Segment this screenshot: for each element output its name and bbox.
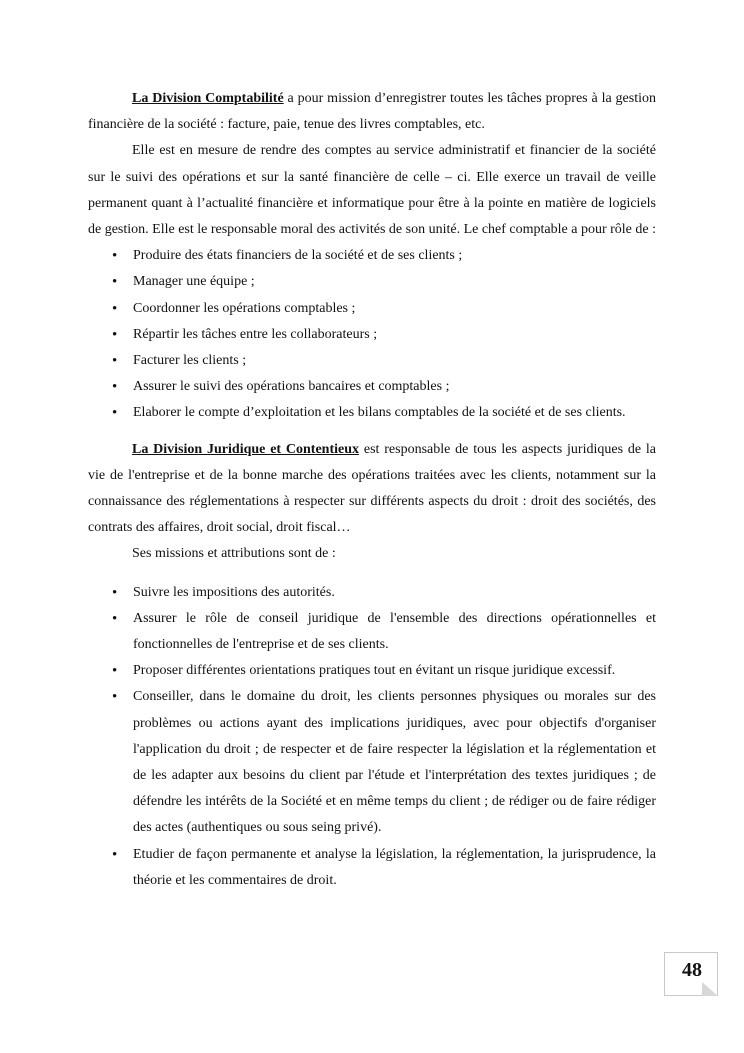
juridique-missions-list <box>88 580 656 894</box>
list-item: • Produire des états financiers de la société et de ses clients ; <box>88 243 656 269</box>
page-number-box <box>664 952 718 996</box>
comptabilite-intro <box>88 86 656 138</box>
juridique-intro-text: est responsable de tous les aspects juridiques de la vie de l'entreprise et de la bonne marche des opérations traitées avec les clients, notamment sur la connaissance des réglementations à respecter sur différents aspects du droit : droit des sociétés, des contrats des affaires, droit social, droit fiscal… <box>88 441 657 536</box>
page-curl-icon <box>702 982 718 996</box>
list-item: • Facturer les clients ; <box>88 348 656 374</box>
list-item: • Coordonner les opérations comptables ; <box>88 296 656 322</box>
list-item: • Assurer le suivi des opérations bancaires et comptables ; <box>88 374 656 400</box>
juridique-intro <box>88 437 656 542</box>
list-item: • Suivre les impositions des autorités. <box>88 580 656 606</box>
list-item: • Etudier de façon permanente et analyse la législation, la réglementation, la jurisprudence, la théorie et les commentaires de droit. <box>88 842 656 894</box>
list-item: • Conseiller, dans le domaine du droit, les clients personnes physiques ou morales sur des problèmes ou actions ayant des implications juridiques, avec pour objectifs d'organiser l'application du droit ; de respecter et de faire respecter la législation et la réglementation et de les adapter aux besoins du client par l'étude et l'interprétation des textes juridiques ; de défendre les intérêts de la Société et en même temps du client ; de rédiger ou de faire rédiger des actes (authentiques ou sous seing privé). <box>88 684 656 841</box>
juridique-missions-intro: Ses missions et attributions sont de : <box>132 546 336 562</box>
list-item: • Manager une équipe ; <box>88 269 656 295</box>
list-item: • Elaborer le compte d’exploitation et les bilans comptables de la société et de ses clients. <box>88 400 656 426</box>
comptabilite-role-list <box>88 243 656 426</box>
list-item: • Répartir les tâches entre les collaborateurs ; <box>88 322 656 348</box>
list-item: • Proposer différentes orientations pratiques tout en évitant un risque juridique excessif. <box>88 658 656 684</box>
comptabilite-heading: La Division Comptabilité <box>132 91 284 106</box>
list-item: • Assurer le rôle de conseil juridique de l'ensemble des directions opérationnelles et fonctionnelles de l'entreprise et de ses clients. <box>88 606 656 658</box>
page-content <box>88 86 656 894</box>
comptabilite-paragraph: Elle est en mesure de rendre des comptes au service administratif et financier de la société sur le suivi des opérations et sur la santé financière de celle – ci. Elle exerce un travail de veille permanent quant à l’actualité financière et informatique pour être à la pointe en matière de logiciels de gestion. Elle est le responsable moral des activités de son unité. Le chef comptable a pour rôle de : <box>88 143 656 238</box>
comptabilite-intro-text: a pour mission d’enregistrer toutes les tâches propres à la gestion financière de la société : facture, paie, tenue des livres comptables, etc. <box>88 91 657 133</box>
juridique-heading: La Division Juridique et Contentieux <box>132 441 360 457</box>
page-number: 48 <box>682 959 702 981</box>
